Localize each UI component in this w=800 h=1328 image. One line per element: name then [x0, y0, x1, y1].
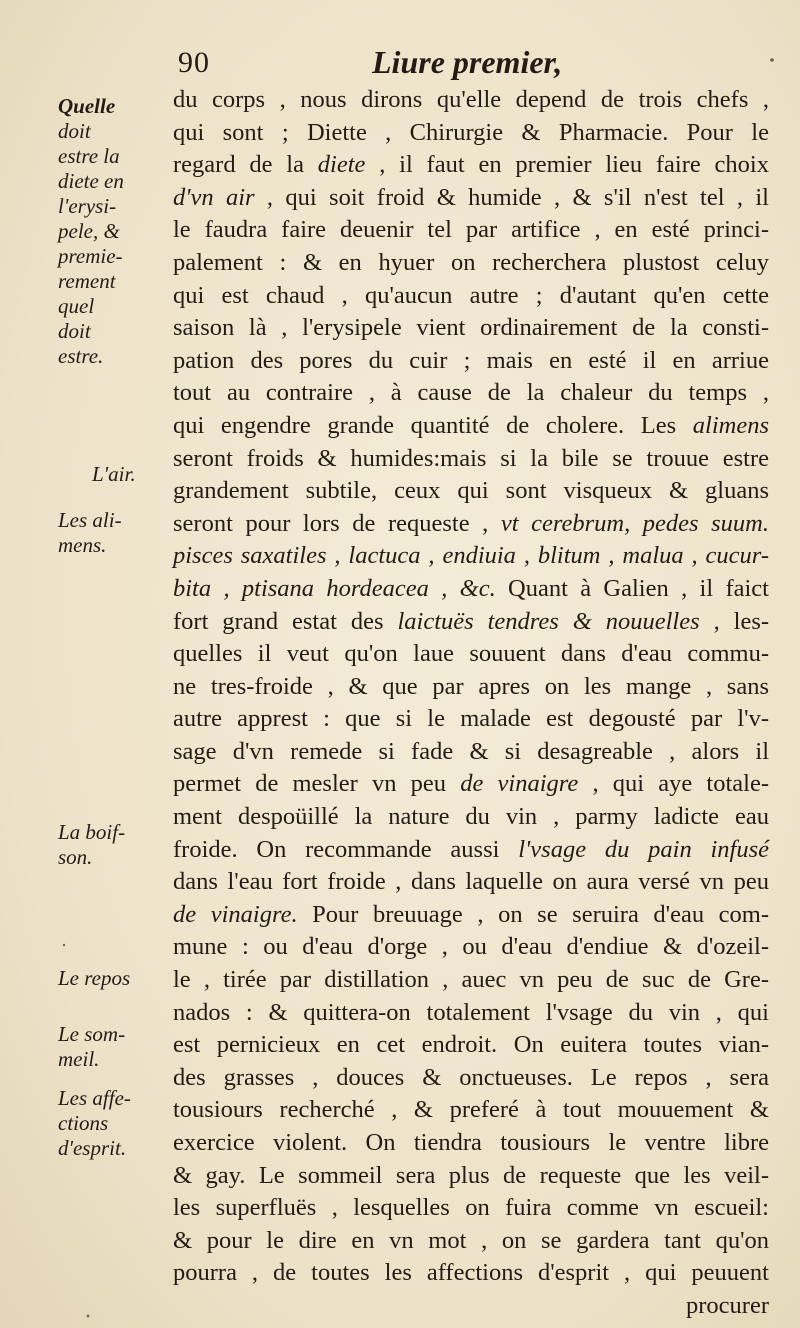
text-line: seront froids & humides:mais si la bile se trouue estre — [173, 444, 769, 472]
text-line: pation des pores du cuir ; mais en esté il en arriue — [173, 346, 769, 374]
text-line: d'vn air , qui soit froid & humide , & s'il n'est tel , il — [173, 183, 769, 211]
text-line: qui engendre grande quantité de cholere. Les alimens — [173, 411, 769, 439]
text-line: froide. On recommande aussi l'vsage du pain infusé — [173, 835, 769, 863]
text-line: nados : & quittera-on totalement l'vsage du vin , qui — [173, 998, 769, 1026]
text-line: fort grand estat des laictuës tendres & nouuelles , les- — [173, 607, 770, 635]
speck-mark — [63, 944, 65, 946]
text-line: palement : & en hyuer on recherchera plustost celuy — [173, 248, 769, 276]
catchword: procurer — [686, 1291, 769, 1319]
text-line: le faudra faire deuenir tel par artifice , en esté princi- — [173, 216, 769, 244]
running-title: Liure premier, — [372, 44, 563, 80]
text-line: mune : ou d'eau d'orge , ou d'eau d'endiue & d'ozeil- — [173, 933, 769, 961]
text-line: quelles il veut qu'on laue souuent dans d'eau commu- — [173, 640, 769, 668]
text-line: regard de la diete , il faut en premier lieu faire choix — [173, 151, 769, 179]
speck-mark — [87, 1315, 90, 1318]
margin-note-diete: Quelle doit estre la diete en l'erysi- pele, & premie- rement quel doit estre. — [58, 94, 124, 368]
text-line: & pour le dire en vn mot , on se gardera tant qu'on — [173, 1226, 769, 1254]
text-line: est pernicieux en cet endroit. On euitera toutes vian- — [173, 1031, 769, 1059]
text-line: seront pour lors de requeste , vt cerebrum, pedes suum. — [173, 509, 770, 537]
text-line: tousiours recherché , & preferé à tout mouuement & — [173, 1096, 769, 1124]
text-line: exercice violent. On tiendra tousiours le ventre libre — [173, 1129, 769, 1156]
text-line: qui sont ; Diette , Chirurgie & Pharmacie. Pour le — [173, 118, 769, 146]
text-line: tout au contraire , à cause de la chaleur du temps , — [173, 379, 769, 407]
margin-note-affections: Les affe- ctions d'esprit. — [58, 1086, 131, 1160]
text-line: dans l'eau fort froide , dans laquelle on aura versé vn peu — [173, 868, 769, 896]
text-line: de vinaigre. Pour breuuage , on se seruira d'eau com- — [173, 900, 769, 928]
body-text — [173, 84, 769, 1323]
text-line: bita , ptisana hordeacea , &c. Quant à Galien , il faict — [173, 574, 769, 602]
text-line: sage d'vn remede si fade & si desagreable , alors il — [173, 737, 769, 765]
margin-note-alimens: Les ali- mens. — [58, 508, 122, 557]
text-line: pourra , de toutes les affections d'esprit , qui peuuent — [173, 1259, 769, 1287]
text-line: permet de mesler vn peu de vinaigre , qui aye totale- — [173, 770, 769, 798]
text-line: ne tres-froide , & que par apres on les mange , sans — [173, 672, 769, 700]
text-line: des grasses , douces & onctueuses. Le repos , sera — [173, 1063, 769, 1091]
text-line: pisces saxatiles , lactuca , endiuia , blitum , malua , cucur- — [173, 542, 769, 570]
text-line: les superfluës , lesquelles on fuira comme vn escueil: — [173, 1194, 769, 1222]
text-line: & gay. Le sommeil sera plus de requeste que les veil- — [173, 1161, 769, 1189]
margin-note-boisson: La boif- son. — [58, 820, 126, 869]
text-line: le , tirée par distillation , auec vn peu de suc de Gre- — [173, 966, 769, 994]
text-line: saison là , l'erysipele vient ordinairement de la consti- — [173, 314, 769, 342]
text-line: ment despoüillé la nature du vin , parmy ladicte eau — [173, 803, 769, 831]
text-line: qui est chaud , qu'aucun autre ; d'autant qu'en cette — [173, 281, 769, 309]
page-number: 90 — [178, 46, 210, 79]
text-line: du corps , nous dirons qu'elle depend de trois chefs , — [173, 86, 769, 113]
margin-note-air: L'air. — [92, 462, 136, 486]
margin-note-repos: Le repos — [58, 966, 131, 990]
margin-note-sommeil: Le som- meil. — [58, 1022, 126, 1071]
text-line: autre apprest : que si le malade est degousté par l'v- — [173, 705, 769, 733]
page-header — [0, 40, 800, 90]
text-line: grandement subtile, ceux qui sont visqueux & gluans — [173, 477, 769, 505]
